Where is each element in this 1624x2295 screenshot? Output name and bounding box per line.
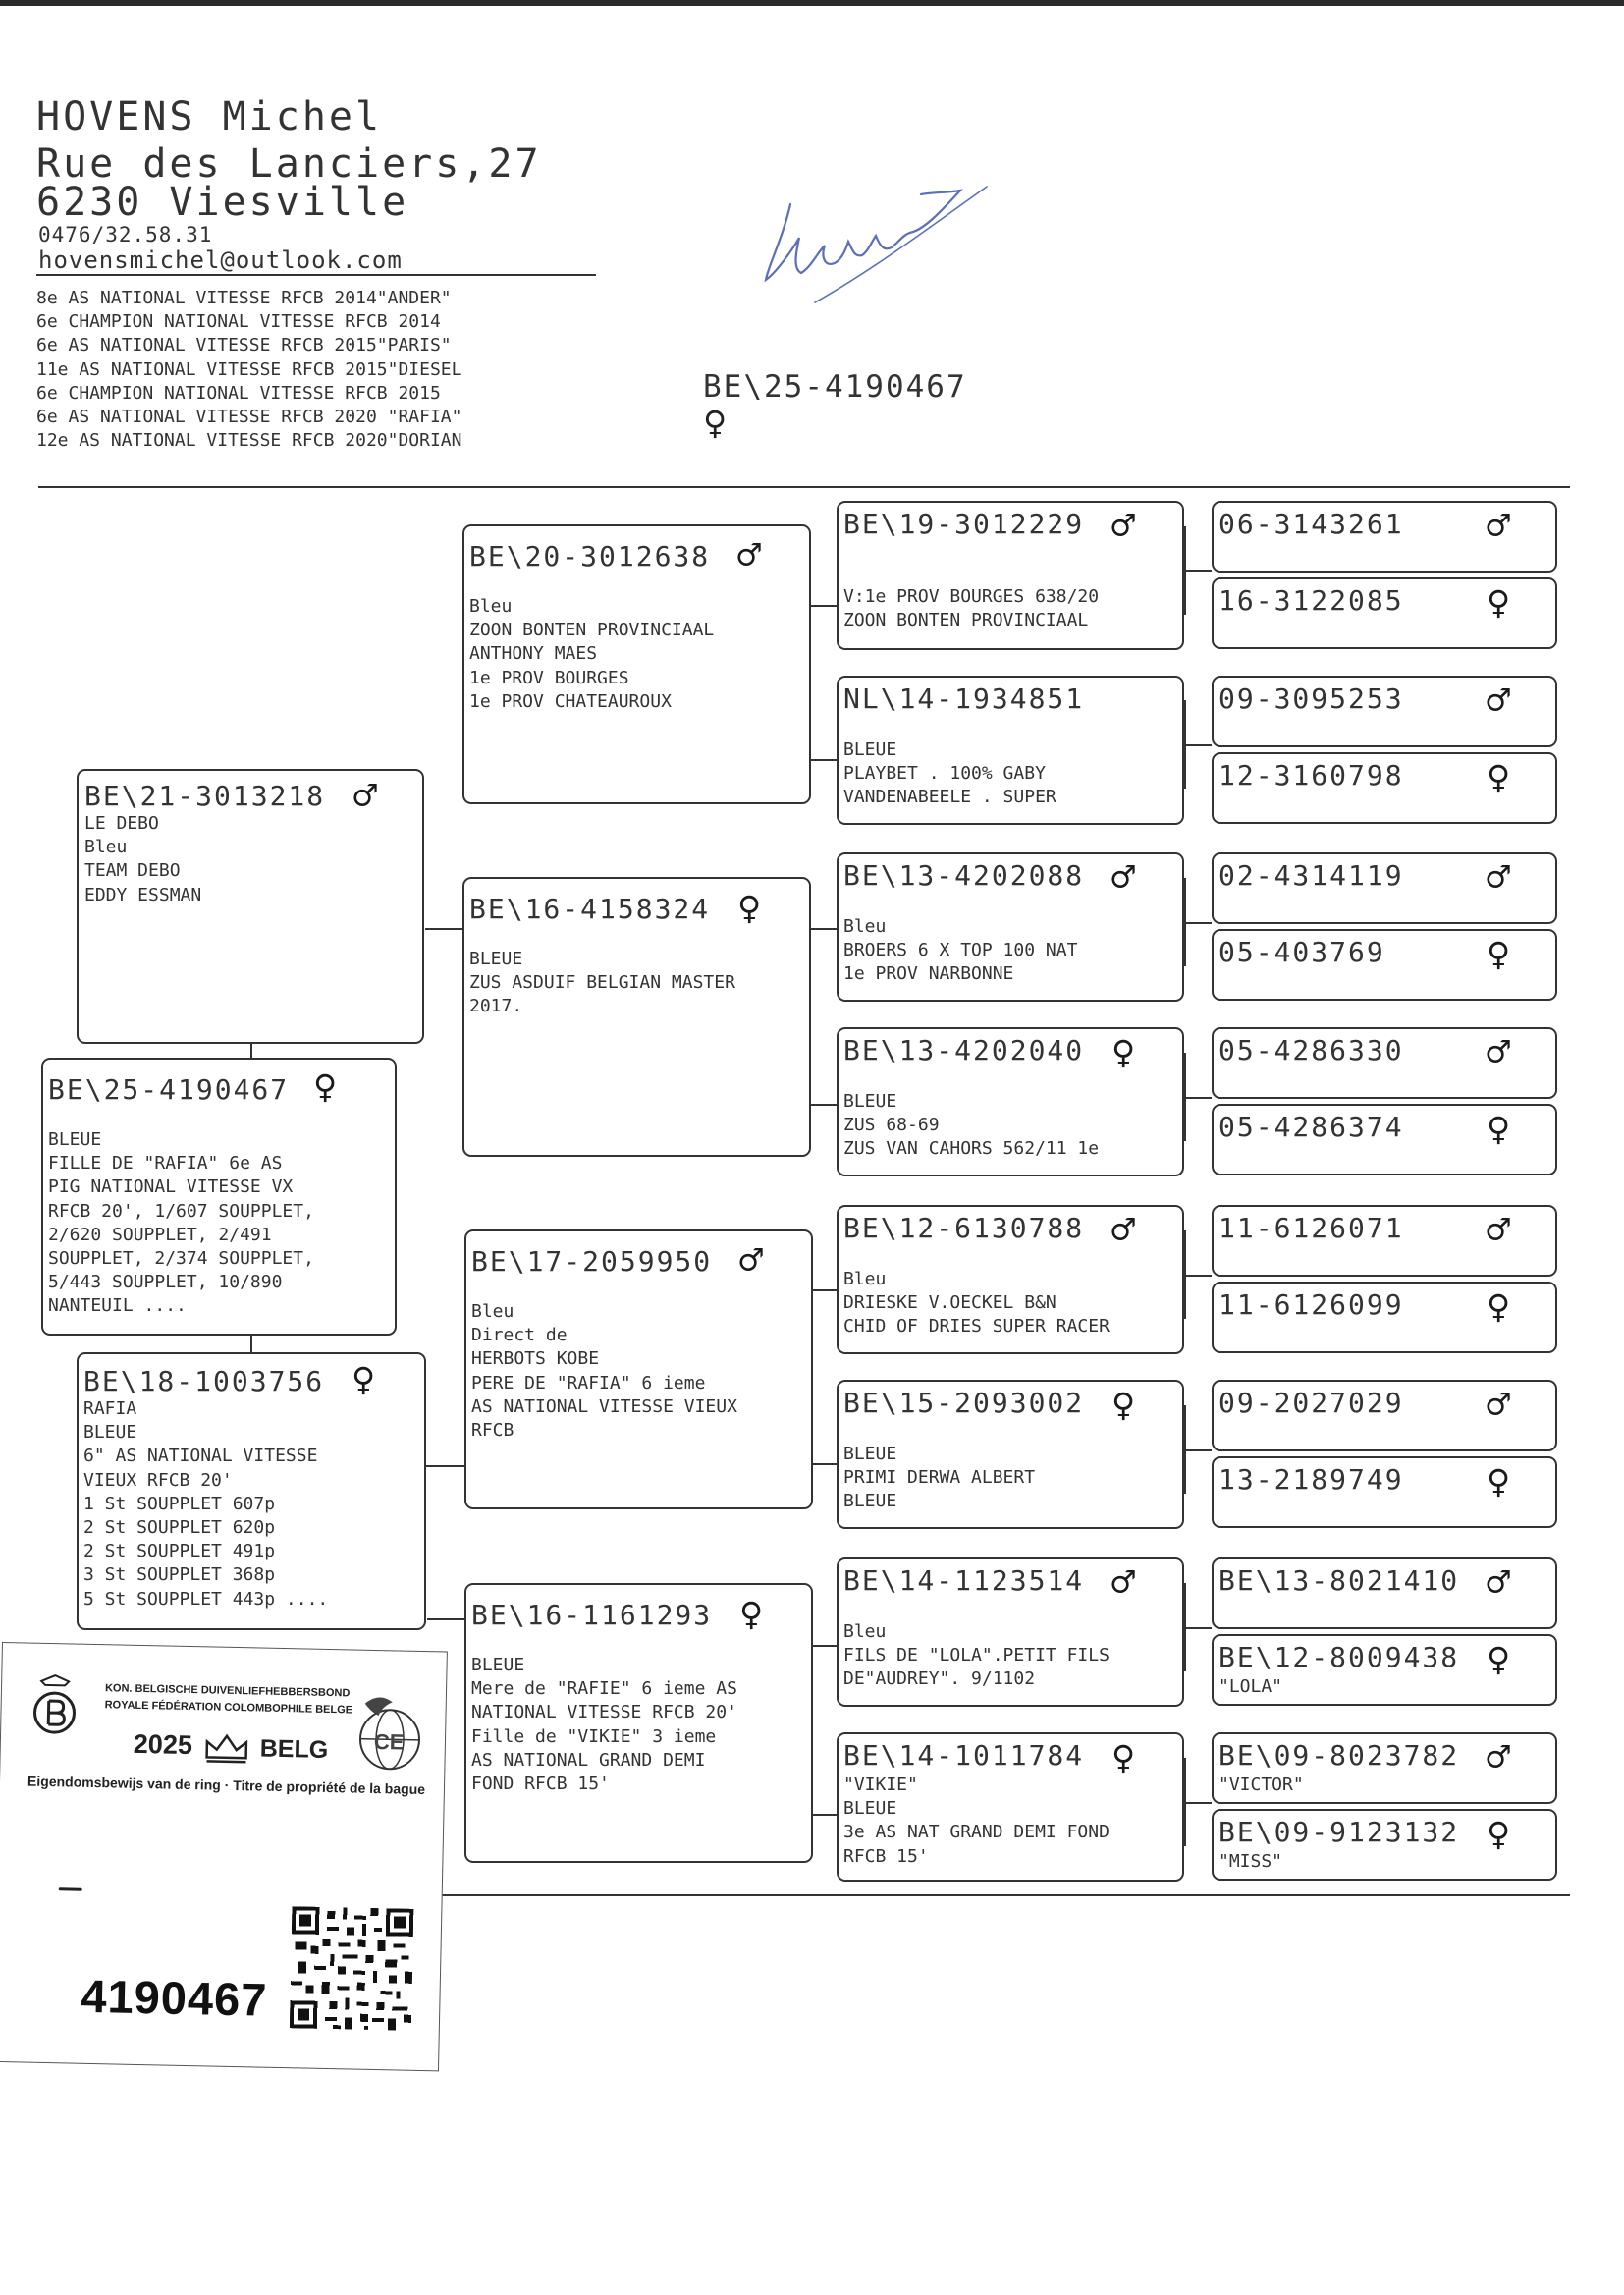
gen5-ring-number: 11-6126099 [1218, 1288, 1404, 1321]
male-symbol-icon: ♂ [1111, 1560, 1136, 1606]
gen5-box [1212, 501, 1557, 573]
gen5-ring-number: 16-3122085 [1218, 584, 1404, 617]
grandparent-box [462, 524, 811, 804]
female-symbol-icon: ♀ [1487, 932, 1511, 977]
male-symbol-icon: ♂ [1487, 1560, 1511, 1606]
country-code: BELG [259, 1734, 329, 1764]
male-symbol-icon: ♂ [1111, 855, 1136, 901]
grandparent-box [464, 1583, 813, 1863]
female-symbol-icon: ♀ [1487, 1637, 1511, 1682]
great-grandparent-ring-number: NL\14-1934851 [843, 683, 1085, 715]
honour-item: 8e AS NATIONAL VITESSE RFCB 2014"ANDER" [36, 288, 452, 308]
gen5-box [1212, 1027, 1557, 1099]
bottom-divider [429, 1894, 1570, 1896]
great-grandparent-ring-number: BE\13-4202088 [843, 859, 1085, 892]
great-grandparent-ring-number: BE\14-1123514 [843, 1564, 1085, 1597]
honours-list [36, 287, 461, 453]
great-grandparent-ring-number: BE\19-3012229 [843, 508, 1085, 540]
gen5-ring-number: BE\09-8023782 [1218, 1739, 1460, 1772]
great-grandparent-description: Bleu DRIESKE V.OECKEL B&N CHID OF DRIES SUPER RACER [843, 1269, 1110, 1338]
great-grandparent-description: V:1e PROV BOURGES 638/20 ZOON BONTEN PROVINCIAAL [843, 586, 1100, 631]
grandparent-description: Bleu ZOON BONTEN PROVINCIAAL ANTHONY MAES 1e PROV BOURGES 1e PROV CHATEAUROUX [469, 596, 715, 712]
male-symbol-icon: ♂ [1487, 1030, 1511, 1075]
gen5-ring-number: 05-4286330 [1218, 1034, 1404, 1066]
signature [756, 177, 1001, 314]
great-grandparent-ring-number: BE\15-2093002 [843, 1387, 1085, 1419]
dam-ring-number: BE\18-1003756 [83, 1365, 325, 1397]
svg-text:CE: CE [373, 1728, 405, 1755]
ring-year: 2025 [133, 1728, 193, 1761]
gen5-box [1212, 1557, 1557, 1629]
dam-description: RAFIA BLEUE 6" AS NATIONAL VITESSE VIEUX RFCB 20' 1 St SOUPPLET 607p 2 St SOUPPLET 620p 2 St SOUPPLET 491p 3 St SOUPPLET 368p 5 St SOUPPLET 443p .... [83, 1398, 329, 1610]
federation-name-fr: ROYALE FÉDÉRATION COLOMBOPHILE BELGE [104, 1699, 353, 1717]
female-symbol-icon: ♀ [703, 401, 728, 446]
great-grandparent-ring-number: BE\12-6130788 [843, 1212, 1085, 1244]
sire-ring-number: BE\21-3013218 [84, 780, 326, 812]
gen5-box [1212, 1104, 1557, 1175]
breeder-email: hovensmichel@outlook.com [38, 246, 403, 274]
female-symbol-icon: ♀ [1487, 1284, 1511, 1330]
federation-name-nl: KON. BELGISCHE DUIVENLIEFHEBBERSBOND [104, 1682, 351, 1700]
honour-item: 6e CHAMPION NATIONAL VITESSE RFCB 2014 [36, 311, 441, 333]
female-symbol-icon: ♀ [1111, 1030, 1136, 1075]
grandparent-box [462, 877, 811, 1157]
gen5-box [1212, 1456, 1557, 1528]
gen5-ring-number: 06-3143261 [1218, 508, 1404, 540]
female-symbol-icon: ♀ [739, 1592, 764, 1637]
female-symbol-icon: ♀ [1111, 1383, 1136, 1428]
gen5-box [1212, 1809, 1557, 1881]
male-symbol-icon: ♂ [1487, 504, 1511, 549]
header-underline [36, 274, 596, 276]
card-mark [59, 1887, 82, 1891]
male-symbol-icon: ♂ [1111, 504, 1136, 549]
gen5-ring-number: BE\09-9123132 [1218, 1816, 1460, 1848]
female-symbol-icon: ♀ [313, 1065, 338, 1110]
gen5-ring-number: 02-4314119 [1218, 859, 1404, 892]
male-symbol-icon: ♂ [1111, 1208, 1136, 1253]
honour-item: 6e AS NATIONAL VITESSE RFCB 2020 "RAFIA" [36, 407, 462, 428]
grandparent-description: BLEUE ZUS ASDUIF BELGIAN MASTER 2017. [469, 949, 735, 1017]
gen5-box [1212, 577, 1557, 649]
breeder-name: HOVENS Michel [36, 94, 383, 139]
male-symbol-icon: ♂ [737, 533, 762, 578]
subject-box [41, 1058, 397, 1336]
gen5-box [1212, 1732, 1557, 1804]
gen5-box [1212, 1380, 1557, 1451]
male-symbol-icon: ♂ [1487, 1208, 1511, 1253]
grandparent-ring-number: BE\16-4158324 [469, 893, 711, 925]
gen5-box [1212, 1205, 1557, 1277]
male-symbol-icon: ♂ [1487, 855, 1511, 901]
gen5-ring-number: 09-2027029 [1218, 1387, 1404, 1419]
gen5-ring-number: BE\13-8021410 [1218, 1564, 1460, 1597]
federation-logo [30, 1673, 101, 1753]
male-symbol-icon: ♂ [1487, 1735, 1511, 1780]
honour-item: 6e CHAMPION NATIONAL VITESSE RFCB 2015 [36, 382, 441, 404]
great-grandparent-box [837, 1380, 1184, 1529]
gen5-ring-number: 05-4286374 [1218, 1111, 1404, 1143]
gen5-box [1212, 1634, 1557, 1706]
dam-box [77, 1352, 426, 1630]
great-grandparent-ring-number: BE\14-1011784 [843, 1739, 1085, 1772]
gen5-ring-number: 11-6126071 [1218, 1212, 1404, 1244]
female-symbol-icon: ♀ [1487, 1812, 1511, 1857]
female-symbol-icon: ♀ [737, 886, 762, 931]
subject-ring-number: BE\25-4190467 [703, 369, 967, 405]
sire-box [77, 769, 424, 1044]
globe-pigeon-logo [334, 1687, 439, 1777]
great-grandparent-description: BLEUE PLAYBET . 100% GABY VANDENABEELE . SUPER [843, 739, 1056, 808]
female-symbol-icon: ♀ [1487, 1107, 1511, 1152]
male-symbol-icon: ♂ [1487, 1383, 1511, 1428]
male-symbol-icon: ♂ [353, 774, 378, 819]
gen5-note: "MISS" [1218, 1851, 1283, 1872]
great-grandparent-ring-number: BE\13-4202040 [843, 1034, 1085, 1066]
female-symbol-icon: ♀ [1487, 1459, 1511, 1504]
ring-number-large: 4190467 [80, 1969, 268, 2026]
great-grandparent-description: Bleu BROERS 6 X TOP 100 NAT 1e PROV NARBONNE [843, 916, 1078, 985]
honour-item: 6e AS NATIONAL VITESSE RFCB 2015"PARIS" [36, 335, 452, 356]
gen5-box [1212, 1282, 1557, 1353]
scan-top-edge [0, 0, 1624, 6]
ring-ownership-card [0, 1642, 448, 2071]
top-divider [38, 486, 1570, 488]
honour-item: 12e AS NATIONAL VITESSE RFCB 2020"DORIAN [36, 430, 462, 452]
crown-icon [201, 1729, 251, 1764]
great-grandparent-box [837, 1557, 1184, 1707]
great-grandparent-box [837, 1205, 1184, 1354]
male-symbol-icon: ♂ [1487, 679, 1511, 724]
sire-description: LE DEBO Bleu TEAM DEBO EDDY ESSMAN [84, 813, 202, 905]
breeder-phone: 0476/32.58.31 [38, 223, 213, 246]
great-grandparent-box [837, 1027, 1184, 1176]
great-grandparent-box [837, 852, 1184, 1002]
female-symbol-icon: ♀ [1487, 580, 1511, 626]
gen5-ring-number: 05-403769 [1218, 936, 1385, 968]
breeder-city: 6230 Viesville [36, 180, 409, 225]
great-grandparent-description: "VIKIE" BLEUE 3e AS NAT GRAND DEMI FOND RFCB 15' [843, 1775, 1110, 1867]
grandparent-ring-number: BE\17-2059950 [471, 1245, 713, 1278]
gen5-note: "LOLA" [1218, 1676, 1283, 1697]
female-symbol-icon: ♀ [1487, 755, 1511, 800]
grandparent-description: BLEUE Mere de "RAFIE" 6 ieme AS NATIONAL VITESSE RFCB 20' Fille de "VIKIE" 3 ieme AS NATIONAL GRAND DEMI FOND RFCB 15' [471, 1655, 737, 1795]
female-symbol-icon: ♀ [1111, 1735, 1136, 1780]
great-grandparent-box [837, 501, 1184, 650]
female-symbol-icon: ♀ [352, 1357, 376, 1402]
grandparent-description: Bleu Direct de HERBOTS KOBE PERE DE "RAFIA" 6 ieme AS NATIONAL VITESSE VIEUX RFCB [471, 1301, 737, 1442]
great-grandparent-description: BLEUE PRIMI DERWA ALBERT BLEUE [843, 1444, 1036, 1512]
great-grandparent-box [837, 676, 1184, 825]
great-grandparent-box [837, 1732, 1184, 1882]
grandparent-box [464, 1229, 813, 1509]
gen5-ring-number: 09-3095253 [1218, 683, 1404, 715]
gen5-ring-number: BE\12-8009438 [1218, 1641, 1460, 1673]
qr-code [290, 1906, 414, 2031]
honour-item: 11e AS NATIONAL VITESSE RFCB 2015"DIESEL [36, 358, 462, 380]
subject-box-ring-number: BE\25-4190467 [48, 1073, 290, 1106]
grandparent-ring-number: BE\20-3012638 [469, 540, 711, 573]
card-title: Eigendomsbewijs van de ring · Titre de propriété de la bague [27, 1773, 426, 1798]
gen5-box [1212, 929, 1557, 1001]
gen5-box [1212, 852, 1557, 924]
breeder-street: Rue des Lanciers,27 [36, 141, 542, 187]
gen5-ring-number: 13-2189749 [1218, 1463, 1404, 1496]
great-grandparent-description: Bleu FILS DE "LOLA".PETIT FILS DE"AUDREY". 9/1102 [843, 1621, 1110, 1690]
gen5-box [1212, 676, 1557, 747]
gen5-note: "VICTOR" [1218, 1775, 1304, 1795]
gen5-ring-number: 12-3160798 [1218, 759, 1404, 792]
subject-description: BLEUE FILLE DE "RAFIA" 6e AS PIG NATIONAL VITESSE VX RFCB 20', 1/607 SOUPPLET, 2/620 SOUPPLET, 2/491 SOUPPLET, 2/374 SOUPPLET, 5/443 SOUPPLET, 10/890 NANTEUIL .... [48, 1129, 314, 1317]
gen5-box [1212, 752, 1557, 824]
grandparent-ring-number: BE\16-1161293 [471, 1599, 713, 1631]
great-grandparent-description: BLEUE ZUS 68-69 ZUS VAN CAHORS 562/11 1e [843, 1091, 1100, 1160]
male-symbol-icon: ♂ [739, 1238, 764, 1284]
